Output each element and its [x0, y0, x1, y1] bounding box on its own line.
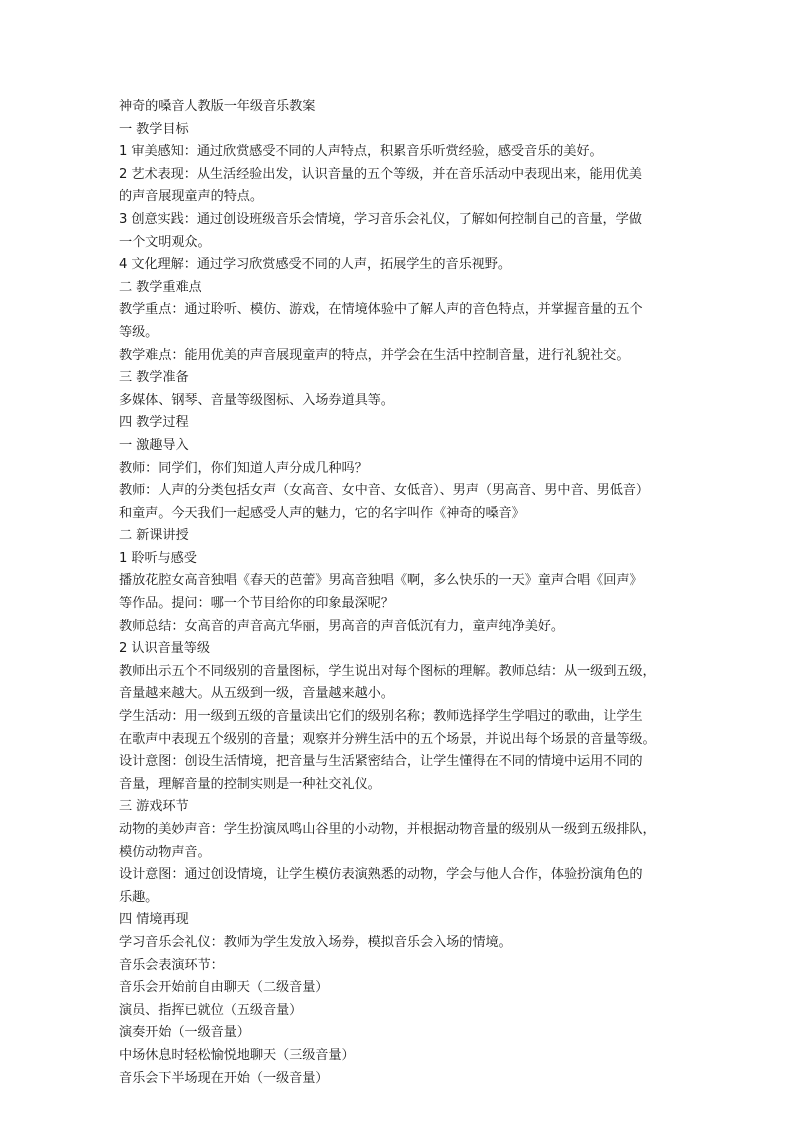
section-heading-process: 四 教学过程 [119, 415, 189, 431]
text-line: 多媒体、钢琴、音量等级图标、入场券道具等。 [119, 392, 394, 408]
text-line: 音量越来越大。从五级到一级，音量越来越小。 [119, 686, 394, 702]
subsection-heading: 1 聆听与感受 [119, 550, 197, 566]
subsection-heading: 一 激趣导入 [119, 437, 189, 453]
text-line: 学习音乐会礼仪：教师为学生发放入场券，模拟音乐会入场的情境。 [119, 934, 512, 950]
text-line: 音乐会表演环节： [119, 957, 224, 973]
text-line: 教师总结：女高音的声音高亢华丽，男高音的声音低沉有力，童声纯净美好。 [119, 618, 564, 634]
text-line: 乐趣。 [119, 889, 159, 905]
text-line: 动物的美妙声音：学生扮演凤鸣山谷里的小动物，并根据动物音量的级别从一级到五级排队， [119, 822, 656, 837]
list-item: 中场休息时轻松愉悦地聊天（三级音量） [119, 1047, 355, 1063]
list-item: 音乐会下半场现在开始（一级音量） [119, 1070, 329, 1086]
section-heading-objectives: 一 教学目标 [119, 121, 189, 137]
text-line: 播放花腔女高音独唱《春天的芭蕾》男高音独唱《啊，多么快乐的一天》童声合唱《回声》 [119, 573, 643, 589]
text-line: 一个文明观众。 [119, 234, 211, 250]
text-line: 等级。 [119, 324, 159, 340]
text-line: 4 文化理解：通过学习欣赏感受不同的人声，拓展学生的音乐视野。 [119, 257, 511, 273]
text-line: 教学重点：通过聆听、模仿、游戏，在情境体验中了解人声的音色特点，并掌握音量的五个 [119, 302, 643, 318]
text-line: 设计意图：通过创设情境，让学生模仿表演熟悉的动物，学会与他人合作，体验扮演角色的 [119, 867, 643, 883]
text-line: 2 艺术表现：从生活经验出发，认识音量的五个等级，并在音乐活动中表现出来，能用优美 [119, 166, 642, 182]
list-item: 音乐会开始前自由聊天（二级音量） [119, 980, 329, 996]
text-line: 音量，理解音量的控制实则是一种社交礼仪。 [119, 776, 381, 792]
subsection-heading: 2 认识音量等级 [119, 641, 210, 657]
text-line: 教师出示五个不同级别的音量图标，学生说出对每个图标的理解。教师总结：从一级到五级， [119, 663, 656, 679]
list-item: 演员、指挥已就位（五级音量） [119, 1002, 303, 1018]
text-line: 等作品。提问：哪一个节目给你的印象最深呢？ [119, 596, 394, 612]
text-line: 教学难点：能用优美的声音展现童声的特点，并学会在生活中控制音量，进行礼貌社交。 [119, 347, 630, 363]
text-line: 设计意图：创设生活情境，把音量与生活紧密结合，让学生懂得在不同的情境中运用不同的 [119, 754, 643, 770]
text-line: 教师：同学们，你们知道人声分成几种吗？ [119, 460, 368, 476]
subsection-heading: 三 游戏环节 [119, 799, 189, 815]
text-line: 3 创意实践：通过创设班级音乐会情境，学习音乐会礼仪，了解如何控制自己的音量，学做 [119, 211, 642, 227]
text-line: 教师：人声的分类包括女声（女高音、女中音、女低音）、男声（男高音、男中音、男低音） [119, 483, 649, 499]
section-heading-key-points: 二 教学重难点 [119, 279, 202, 295]
subsection-heading: 二 新课讲授 [119, 528, 189, 544]
text-line: 学生活动：用一级到五级的音量读出它们的级别名称；教师选择学生学唱过的歌曲，让学生 [119, 709, 643, 725]
section-heading-preparation: 三 教学准备 [119, 370, 189, 386]
subsection-heading: 四 情境再现 [119, 912, 189, 928]
text-line: 1 审美感知：通过欣赏感受不同的人声特点，积累音乐听赏经验，感受音乐的美好。 [119, 144, 603, 160]
document-title: 神奇的嗓音人教版一年级音乐教案 [119, 99, 316, 114]
document-body [119, 96, 685, 1090]
text-line: 和童声。今天我们一起感受人声的魅力，它的名字叫作《神奇的嗓音》 [119, 505, 525, 521]
list-item: 演奏开始（一级音量） [119, 1025, 250, 1041]
text-line: 在歌声中表现五个级别的音量；观察并分辨生活中的五个场景，并说出每个场景的音量等级。 [119, 731, 656, 747]
text-line: 的声音展现童声的特点。 [119, 189, 263, 205]
text-line: 模仿动物声音。 [119, 844, 211, 860]
